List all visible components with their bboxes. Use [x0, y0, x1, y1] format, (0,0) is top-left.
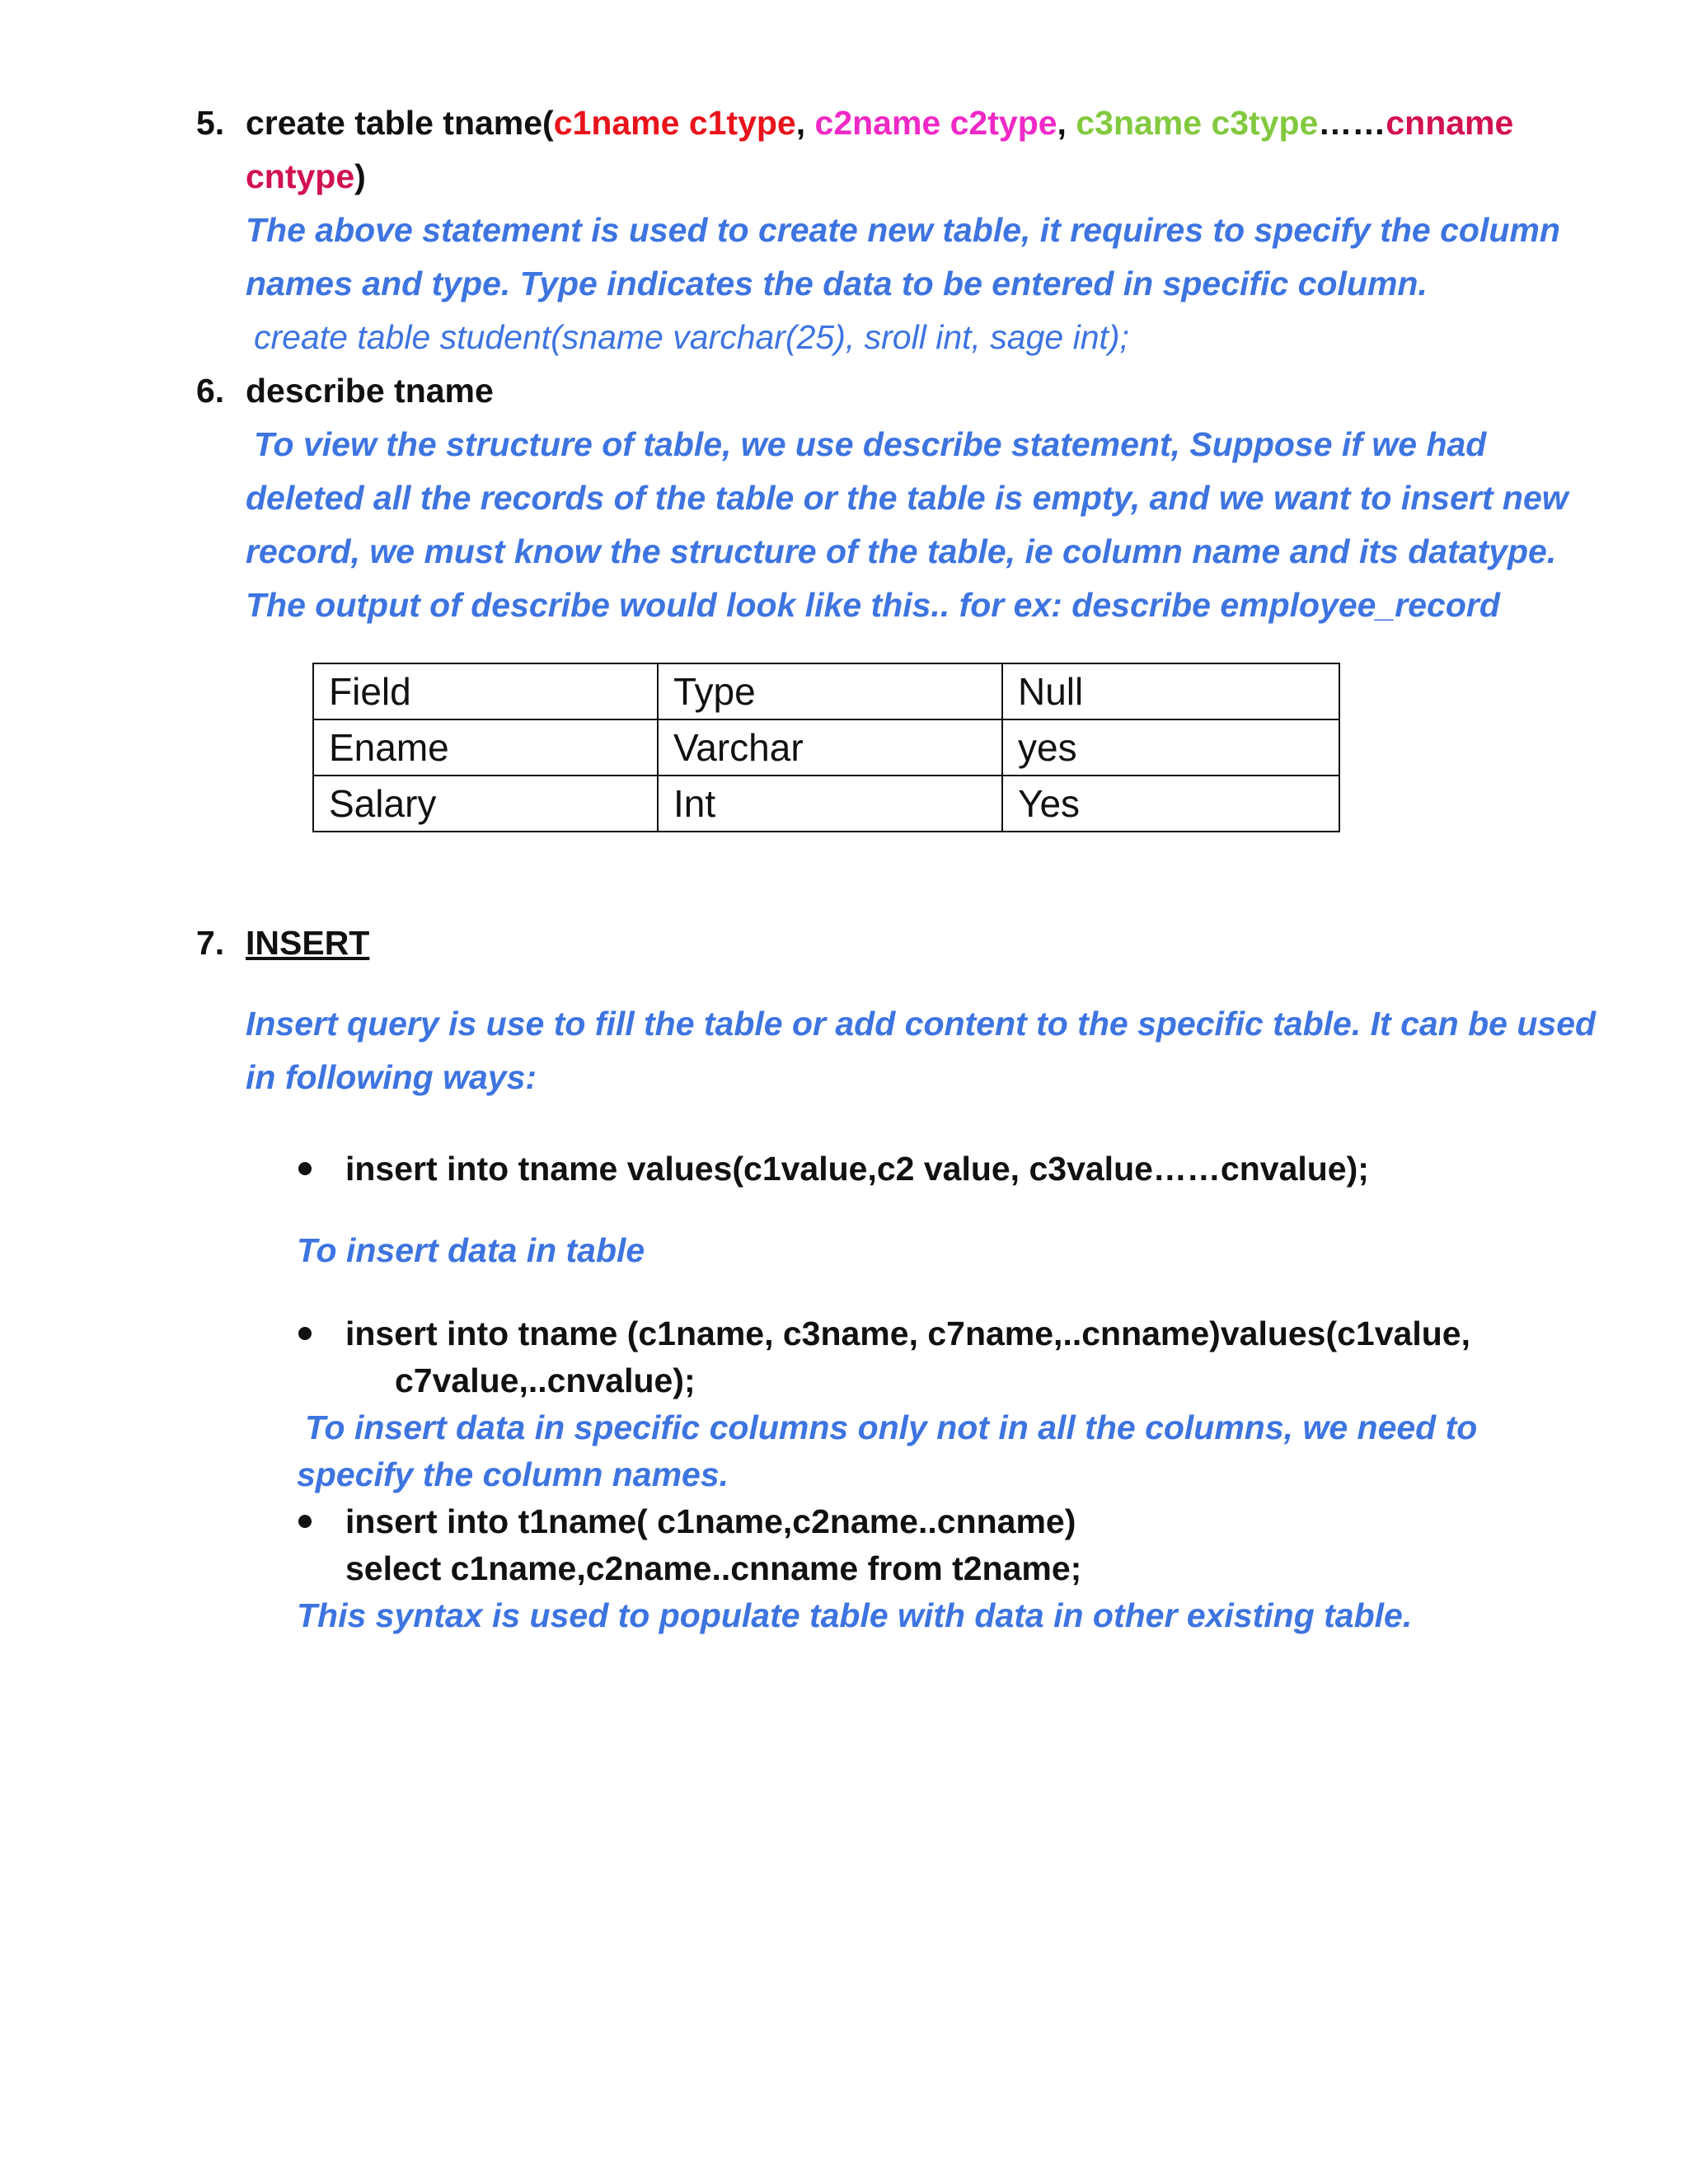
note-1: To insert data in table [297, 1231, 645, 1269]
bullet-2-line1: insert into tname (c1name, c3name, c7name,..cnname)values(c1value, [345, 1315, 1470, 1352]
bullet-2-line2: c7value,..cnvalue); [395, 1361, 696, 1399]
syntax-coln-type: cntype [246, 157, 355, 195]
table-row [313, 776, 1339, 832]
section-5-heading [196, 101, 1513, 144]
table-row [313, 719, 1339, 776]
table-header-cell: Type [658, 663, 1002, 719]
section-5-desc-line1: The above statement is used to create new table, it requires to specify the column [246, 211, 1560, 249]
section-7-number: 7. [196, 924, 225, 962]
table-header-cell: Null [1002, 663, 1339, 719]
section-6-number: 6. [196, 372, 225, 410]
section-6-heading [196, 369, 494, 412]
table-header-cell: Field [313, 663, 658, 719]
syntax-col2: c2name c2type [814, 104, 1057, 142]
syntax-col3: c3name c3type [1076, 104, 1319, 142]
section-7-intro-line1: Insert query is use to fill the table or add content to the specific table. It can be used [246, 1005, 1597, 1043]
syntax-col1: c1name c1type [553, 104, 796, 142]
syntax-prefix: create table tname( [246, 104, 554, 142]
table-cell: Ename [313, 719, 658, 776]
table-header-row [313, 663, 1339, 719]
syntax-sep2: , [1057, 104, 1076, 142]
table-cell: yes [1002, 719, 1339, 776]
section-5-desc-line2: names and type. Type indicates the data to be entered in specific column. [246, 265, 1428, 302]
bullet-3-line2: select c1name,c2name..cnname from t2name; [345, 1549, 1082, 1587]
table-cell: Yes [1002, 776, 1339, 832]
note-3: This syntax is used to populate table with data in other existing table. [297, 1596, 1413, 1634]
section-5-heading-cont [246, 155, 366, 198]
section-7-intro-line2: in following ways: [246, 1058, 537, 1096]
bullet-icon [298, 1515, 312, 1528]
section-7-heading [196, 921, 369, 964]
note-2-line1: To insert data in specific columns only not in all the columns, we need to [305, 1408, 1478, 1446]
section-6-desc-line4: The output of describe would look like this.. for ex: describe employee_record [246, 586, 1500, 624]
section-6-desc-line2: deleted all the records of the table or the table is empty, and we want to insert new [246, 479, 1568, 517]
bullet-1-text: insert into tname values(c1value,c2 value, c3value……cnvalue); [345, 1150, 1369, 1188]
note-2-line2: specify the column names. [297, 1455, 729, 1493]
section-6-desc-line3: record, we must know the structure of the table, ie column name and its datatype. [246, 532, 1557, 570]
table-cell: Salary [313, 776, 658, 832]
bullet-3-line1: insert into t1name( c1name,c2name..cnname) [345, 1502, 1076, 1540]
syntax-coln: cnname [1386, 104, 1514, 142]
section-6-desc-line1: To view the structure of table, we use describe statement, Suppose if we had [254, 425, 1487, 463]
describe-output-table [312, 663, 1340, 832]
bullet-icon [298, 1327, 312, 1340]
table-cell: Int [658, 776, 1002, 832]
section-5-example: create table student(sname varchar(25), sroll int, sage int); [254, 318, 1129, 356]
bullet-icon [298, 1162, 312, 1175]
syntax-close: ) [354, 157, 366, 195]
syntax-sep1: , [795, 104, 815, 142]
syntax-ellipsis: …… [1318, 104, 1386, 142]
section-6-title: describe tname [246, 372, 494, 410]
table-cell: Varchar [658, 719, 1002, 776]
section-5-number: 5. [196, 104, 225, 142]
section-7-title: INSERT [246, 924, 370, 962]
